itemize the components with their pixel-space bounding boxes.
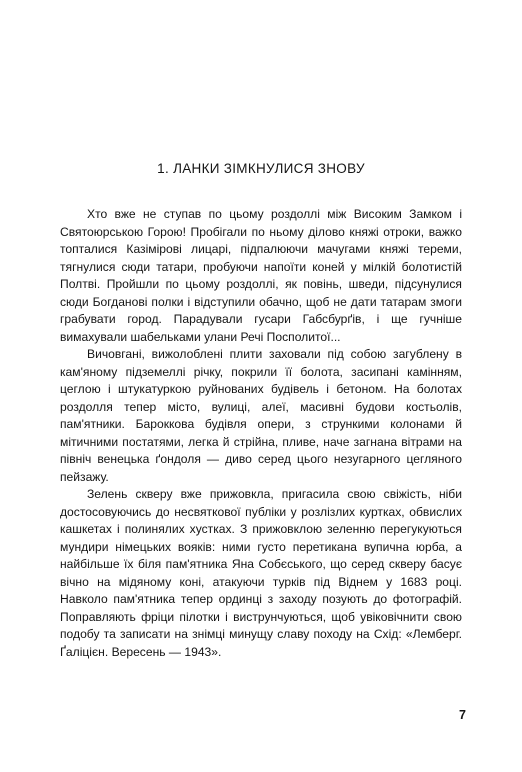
chapter-body bbox=[60, 206, 462, 661]
paragraph: Вичовгані, вижолоблені плити заховали під собою загублену в кам'яному підземеллі річку, покрили її болота, засипані камінням, цеглою і штукатуркою руйнованих будівель і бетоном. На болотах роздолля тепер місто, вулиці, алеї, масивні будови костьолів, пам'ятники. Бароккова будівля опери, з стрункими колонами й мітичними постатями, легка й стрійна, пливе, наче загнана вітрами на північ венецька ґондоля — диво серед цього незугарного цегляного пейзажу. bbox=[60, 347, 462, 484]
paragraph: Хто вже не ступав по цьому роздоллі між Високим Замком і Святоюрською Горою! Пробігали по ньому ділово княжі отроки, важко топталися Казімірові лицарі, підпалюючи мачугами княжі тереми, тягнулися сюди татари, пробуючи напоїти коней у мілкій болотистій Полтві. Пройшли по цьому роздоллі, як повінь, шведи, підсунулися сюди Богданові полки і відступили обачно, щоб не дати татарам змоги грабувати город. Парадували гусари Габсбурґів, і ще гучніше вимахували шабельками улани Речі Посполитої... bbox=[60, 207, 462, 344]
chapter-title: 1. ЛАНКИ ЗІМКНУЛИСЯ ЗНОВУ bbox=[157, 161, 365, 176]
paragraph: Зелень скверу вже прижовкла, пригасила свою свіжість, ніби достосовуючись до несвяткової публіки у розлізлих куртках, обвислих кашкетах і полинялих хустках. З прижовклою зеленню перегукуються мундири німецьких вояків: ними густо перетикана вупична юрба, а найбільше їх біля пам'ятника Яна Собєського, що серед скверу басує вічно на мідяному коні, атакуючи турків під Віднем у 1683 році. Навколо пам'ятника тепер ординці з заходу позують до фотографій. Поправляють фріци пілотки і виструнчуються, щоб увіковічнити свою подобу та записати на знімці минущу славу походу на Схід: «Лемберг. Ґаліцієн. Вересень — 1943». bbox=[60, 487, 462, 659]
page-number: 7 bbox=[459, 708, 466, 722]
